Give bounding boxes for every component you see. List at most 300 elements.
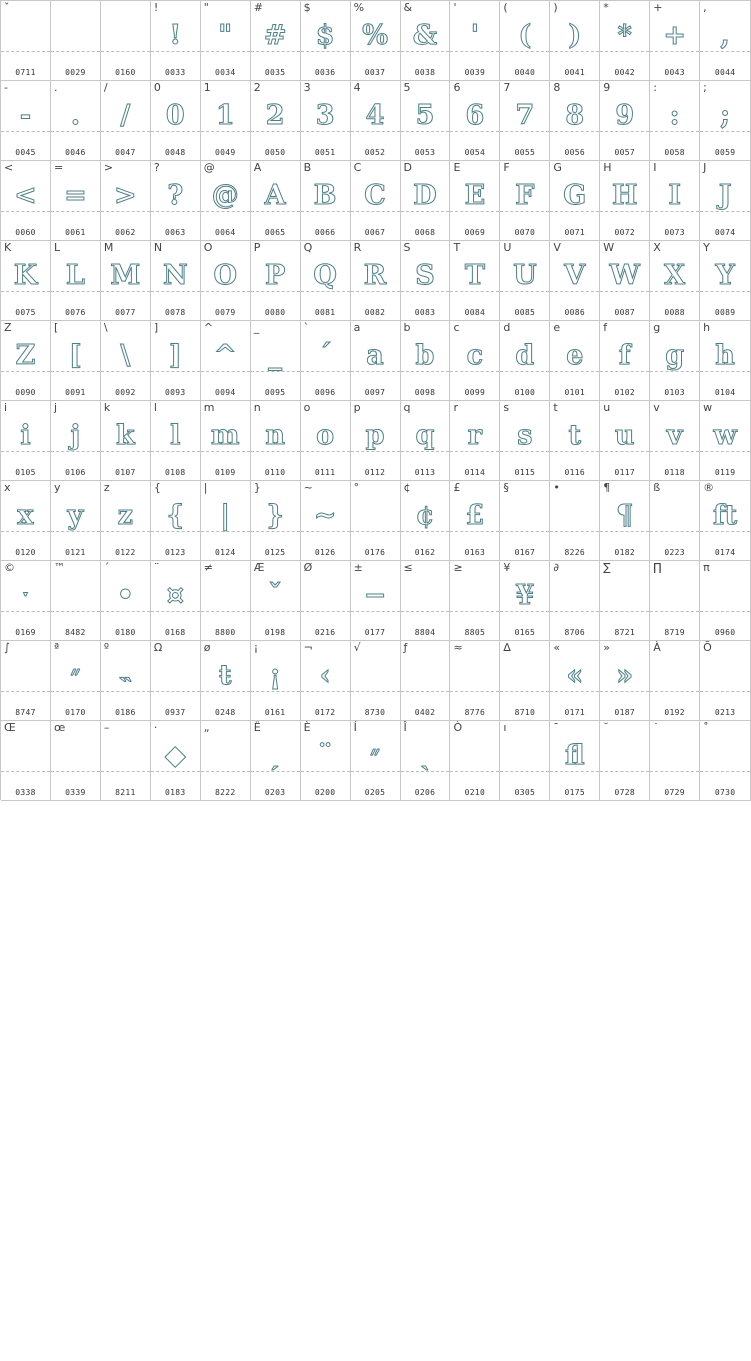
glyph-cell[interactable]	[251, 401, 301, 481]
glyph-label: r	[453, 401, 458, 414]
glyph-cell[interactable]	[550, 561, 600, 641]
glyph-code: 0038	[414, 68, 436, 77]
glyph-cell[interactable]	[450, 1, 500, 81]
glyph-code: 0102	[614, 388, 635, 397]
glyph-cell[interactable]	[201, 401, 251, 481]
glyph-cell[interactable]	[301, 1, 351, 81]
glyph-cell[interactable]	[500, 161, 550, 241]
glyph-label: 0	[153, 81, 161, 94]
glyph-code: 8804	[414, 628, 436, 637]
glyph-cell[interactable]	[450, 161, 500, 241]
glyph-code: 0070	[514, 228, 536, 237]
glyph-label: %	[353, 1, 365, 14]
glyph-label: f	[603, 321, 608, 334]
glyph-cell[interactable]	[201, 1, 251, 81]
glyph-cell[interactable]	[700, 81, 751, 161]
glyph-cell[interactable]	[251, 161, 301, 241]
glyph-label: ]	[153, 321, 159, 334]
glyph-cell[interactable]	[101, 321, 151, 401]
glyph-cell[interactable]	[600, 721, 650, 801]
glyph-cell[interactable]	[351, 721, 401, 801]
glyph-label: h	[703, 321, 711, 334]
glyph-cell[interactable]	[500, 321, 550, 401]
glyph-cell[interactable]	[301, 321, 351, 401]
glyph-code: 0108	[165, 468, 186, 477]
glyph-label: œ	[53, 721, 66, 734]
glyph-label: H	[603, 161, 612, 174]
glyph-cell[interactable]	[450, 321, 500, 401]
glyph-cell[interactable]	[550, 241, 600, 321]
glyph-label: À	[653, 641, 661, 654]
glyph-label: )	[553, 1, 558, 14]
glyph-cell[interactable]	[500, 641, 550, 721]
glyph-cell[interactable]	[700, 721, 751, 801]
glyph-cell[interactable]	[600, 401, 650, 481]
glyph-label: ¢	[403, 481, 411, 494]
glyph-cell[interactable]	[1, 161, 51, 241]
glyph-label: Œ	[4, 721, 16, 734]
glyph-label: :	[653, 81, 657, 94]
glyph-label: Ë	[253, 721, 261, 734]
glyph-cell[interactable]	[600, 241, 650, 321]
glyph-cell[interactable]	[600, 561, 650, 641]
glyph-sample: ŧ	[218, 660, 232, 691]
glyph-sample: ˇ	[268, 580, 282, 611]
glyph-label: T	[453, 241, 461, 254]
glyph-cell[interactable]	[550, 1, 600, 81]
glyph-cell[interactable]	[401, 481, 451, 561]
glyph-cell[interactable]	[1, 1, 51, 81]
glyph-code: 0182	[614, 548, 635, 557]
glyph-cell[interactable]	[101, 401, 151, 481]
glyph-cell[interactable]	[151, 481, 201, 561]
glyph-cell[interactable]	[500, 561, 550, 641]
glyph-cell[interactable]	[650, 721, 700, 801]
glyph-sample: e	[566, 340, 584, 371]
glyph-label: U	[503, 241, 512, 254]
glyph-cell[interactable]	[301, 81, 351, 161]
glyph-cell[interactable]	[1, 481, 51, 561]
glyph-cell[interactable]	[1, 321, 51, 401]
glyph-cell[interactable]	[151, 81, 201, 161]
glyph-cell[interactable]	[251, 641, 301, 721]
glyph-cell[interactable]	[650, 321, 700, 401]
glyph-cell[interactable]	[201, 321, 251, 401]
glyph-code: 0729	[664, 788, 685, 797]
glyph-code: 0034	[214, 68, 236, 77]
glyph-sample: $	[315, 20, 335, 51]
glyph-label: π	[703, 561, 710, 574]
glyph-sample: /	[120, 100, 131, 131]
baseline-guide	[450, 611, 499, 612]
glyph-cell[interactable]	[301, 481, 351, 561]
glyph-cell[interactable]	[700, 1, 751, 81]
glyph-label: Ò	[453, 721, 463, 734]
glyph-code: 0210	[464, 788, 486, 797]
glyph-label: v	[653, 401, 660, 414]
glyph-label: ±	[353, 561, 363, 574]
glyph-code: 0170	[65, 708, 86, 717]
glyph-cell[interactable]	[700, 241, 751, 321]
glyph-cell[interactable]	[401, 561, 451, 641]
glyph-sample: ¡	[269, 660, 282, 691]
glyph-cell[interactable]	[700, 321, 751, 401]
glyph-code: 0730	[714, 788, 736, 797]
glyph-cell[interactable]	[700, 161, 751, 241]
glyph-sample: V	[564, 260, 586, 291]
glyph-label: p	[353, 401, 361, 414]
glyph-code: 8226	[564, 548, 586, 557]
glyph-label: ≤	[403, 561, 413, 574]
glyph-cell[interactable]	[600, 641, 650, 721]
glyph-code: 0115	[514, 468, 536, 477]
glyph-cell[interactable]	[1, 241, 51, 321]
glyph-cell[interactable]	[600, 161, 650, 241]
glyph-sample: '	[470, 20, 480, 51]
glyph-cell[interactable]	[201, 481, 251, 561]
glyph-cell[interactable]	[450, 81, 500, 161]
glyph-cell[interactable]	[1, 81, 51, 161]
glyph-label: l	[153, 401, 157, 414]
glyph-cell[interactable]	[251, 1, 301, 81]
glyph-cell[interactable]	[301, 241, 351, 321]
glyph-code: 0172	[314, 708, 336, 717]
glyph-code: 0077	[115, 308, 136, 317]
glyph-sample: »	[616, 660, 634, 691]
glyph-sample: ¢	[415, 500, 435, 531]
glyph-cell[interactable]	[650, 161, 700, 241]
glyph-code: 0043	[664, 68, 685, 77]
glyph-code: 8730	[364, 708, 386, 717]
glyph-code: 0192	[664, 708, 685, 717]
glyph-cell[interactable]	[201, 641, 251, 721]
glyph-cell[interactable]	[500, 401, 550, 481]
glyph-label: ∫	[4, 641, 10, 654]
glyph-label: |	[203, 481, 208, 494]
glyph-cell[interactable]	[550, 401, 600, 481]
glyph-code: 0305	[514, 788, 536, 797]
glyph-cell[interactable]	[101, 241, 151, 321]
glyph-cell[interactable]	[101, 1, 151, 81]
glyph-cell[interactable]	[351, 481, 401, 561]
glyph-label: ^	[203, 321, 213, 334]
glyph-cell[interactable]	[151, 161, 201, 241]
glyph-cell[interactable]	[450, 241, 500, 321]
glyph-cell[interactable]	[450, 561, 500, 641]
glyph-sample: j	[70, 420, 81, 451]
glyph-cell[interactable]	[51, 241, 101, 321]
glyph-cell[interactable]	[301, 401, 351, 481]
glyph-code: 0045	[15, 148, 36, 157]
glyph-cell[interactable]	[101, 721, 151, 801]
glyph-cell[interactable]	[51, 1, 101, 81]
glyph-cell[interactable]	[51, 481, 101, 561]
glyph-code: 0037	[364, 68, 386, 77]
glyph-sample: ´	[318, 340, 332, 371]
glyph-sample: z	[117, 500, 134, 531]
glyph-cell[interactable]	[650, 81, 700, 161]
glyph-cell[interactable]	[201, 81, 251, 161]
glyph-cell[interactable]	[650, 241, 700, 321]
glyph-cell[interactable]	[351, 81, 401, 161]
glyph-cell[interactable]	[1, 561, 51, 641]
glyph-cell[interactable]	[550, 321, 600, 401]
glyph-sample: &	[412, 20, 438, 51]
glyph-code: 0062	[115, 228, 136, 237]
glyph-cell[interactable]	[51, 641, 101, 721]
glyph-sample: W	[609, 260, 640, 291]
glyph-label: /	[103, 81, 108, 94]
glyph-sample: L	[65, 260, 85, 291]
baseline-guide	[500, 691, 549, 692]
glyph-cell[interactable]	[401, 721, 451, 801]
glyph-cell[interactable]	[251, 241, 301, 321]
glyph-code: 0041	[564, 68, 586, 77]
glyph-label: S	[403, 241, 411, 254]
glyph-cell[interactable]	[600, 481, 650, 561]
glyph-cell[interactable]	[550, 481, 600, 561]
glyph-cell[interactable]	[401, 321, 451, 401]
glyph-cell[interactable]	[351, 401, 401, 481]
glyph-sample: Y	[715, 260, 735, 291]
glyph-label: i	[4, 401, 8, 414]
glyph-label: √	[353, 641, 361, 654]
glyph-cell[interactable]	[51, 81, 101, 161]
glyph-cell[interactable]	[101, 641, 151, 721]
glyph-cell[interactable]	[500, 721, 550, 801]
glyph-code: 0074	[714, 228, 736, 237]
glyph-cell[interactable]	[500, 81, 550, 161]
glyph-cell[interactable]	[151, 1, 201, 81]
glyph-sample: +	[663, 20, 686, 51]
glyph-label: -	[4, 81, 8, 94]
glyph-cell[interactable]	[151, 641, 201, 721]
glyph-cell[interactable]	[401, 1, 451, 81]
glyph-label: ¨	[153, 561, 160, 574]
glyph-code: 0064	[214, 228, 236, 237]
glyph-sample: ,	[720, 20, 730, 51]
glyph-code: 0118	[664, 468, 685, 477]
glyph-cell[interactable]	[650, 1, 700, 81]
glyph-code: 0107	[115, 468, 136, 477]
glyph-label: §	[503, 481, 509, 494]
glyph-sample: h	[715, 340, 735, 371]
glyph-cell[interactable]	[351, 561, 401, 641]
glyph-sample: w	[713, 420, 737, 451]
glyph-cell[interactable]	[101, 161, 151, 241]
glyph-cell[interactable]	[301, 561, 351, 641]
glyph-cell[interactable]	[1, 401, 51, 481]
glyph-sample: ¥	[515, 580, 535, 611]
glyph-code: 8222	[214, 788, 236, 797]
glyph-cell[interactable]	[251, 721, 301, 801]
glyph-code: 8800	[214, 628, 236, 637]
glyph-sample: S	[415, 260, 435, 291]
glyph-cell[interactable]	[401, 161, 451, 241]
glyph-code: 0078	[165, 308, 186, 317]
glyph-cell[interactable]	[700, 481, 751, 561]
glyph-cell[interactable]	[1, 721, 51, 801]
glyph-label: ¥	[503, 561, 511, 574]
glyph-label: Ω	[153, 641, 163, 654]
glyph-cell[interactable]	[401, 241, 451, 321]
glyph-label: O	[203, 241, 213, 254]
glyph-code: 0125	[264, 548, 286, 557]
glyph-cell[interactable]	[351, 1, 401, 81]
glyph-cell[interactable]	[401, 81, 451, 161]
glyph-cell[interactable]	[301, 161, 351, 241]
glyph-label: e	[553, 321, 561, 334]
glyph-cell[interactable]	[650, 641, 700, 721]
glyph-cell[interactable]	[700, 401, 751, 481]
glyph-cell[interactable]	[351, 241, 401, 321]
glyph-sample: T	[464, 260, 485, 291]
glyph-cell[interactable]	[450, 721, 500, 801]
glyph-label: Æ	[253, 561, 265, 574]
glyph-label: *	[603, 1, 609, 14]
glyph-label: ¯	[553, 721, 559, 734]
glyph-cell[interactable]	[151, 241, 201, 321]
glyph-sample: N	[162, 260, 188, 291]
glyph-code: 8721	[614, 628, 635, 637]
baseline-guide	[201, 611, 250, 612]
glyph-cell[interactable]	[151, 401, 201, 481]
glyph-label: ¬	[303, 641, 313, 654]
glyph-sample: ]	[168, 340, 182, 371]
glyph-code: 0033	[165, 68, 186, 77]
glyph-code: 0167	[514, 548, 536, 557]
glyph-label: ˘	[603, 721, 609, 734]
glyph-cell[interactable]	[450, 481, 500, 561]
glyph-cell[interactable]	[700, 641, 751, 721]
glyph-row	[1, 81, 751, 161]
glyph-code: 8805	[464, 628, 486, 637]
glyph-code: 0075	[15, 308, 36, 317]
glyph-cell[interactable]	[151, 561, 201, 641]
glyph-code: 0086	[564, 308, 586, 317]
glyph-cell[interactable]	[201, 241, 251, 321]
glyph-cell[interactable]	[401, 401, 451, 481]
glyph-cell[interactable]	[201, 561, 251, 641]
glyph-cell[interactable]	[351, 641, 401, 721]
glyph-cell[interactable]	[401, 641, 451, 721]
glyph-code: 0081	[314, 308, 336, 317]
glyph-cell[interactable]	[351, 161, 401, 241]
glyph-label: ∆	[503, 641, 511, 654]
glyph-cell[interactable]	[251, 561, 301, 641]
glyph-code: 0162	[414, 548, 436, 557]
glyph-sample: ˏ	[270, 740, 280, 771]
glyph-cell[interactable]	[251, 481, 301, 561]
glyph-cell[interactable]	[500, 481, 550, 561]
glyph-cell[interactable]	[500, 1, 550, 81]
glyph-cell[interactable]	[101, 561, 151, 641]
glyph-cell[interactable]	[201, 161, 251, 241]
glyph-cell[interactable]	[151, 321, 201, 401]
glyph-code: 0059	[714, 148, 736, 157]
glyph-cell[interactable]	[600, 321, 650, 401]
glyph-cell[interactable]	[201, 721, 251, 801]
glyph-sample: ¨	[318, 740, 332, 771]
glyph-label: º	[103, 641, 110, 654]
glyph-cell[interactable]	[51, 721, 101, 801]
glyph-code: 0069	[464, 228, 486, 237]
glyph-cell[interactable]	[550, 81, 600, 161]
glyph-cell[interactable]	[550, 161, 600, 241]
glyph-cell[interactable]	[500, 241, 550, 321]
glyph-code: 0169	[15, 628, 36, 637]
glyph-cell[interactable]	[251, 321, 301, 401]
glyph-cell[interactable]	[301, 641, 351, 721]
glyph-label: 3	[303, 81, 311, 94]
glyph-sample: ˵	[120, 660, 130, 691]
glyph-cell[interactable]	[151, 721, 201, 801]
glyph-cell[interactable]	[550, 641, 600, 721]
glyph-code: 0203	[264, 788, 286, 797]
glyph-label: s	[503, 401, 510, 414]
glyph-cell[interactable]	[700, 561, 751, 641]
glyph-code: 0042	[614, 68, 635, 77]
glyph-code: 0104	[714, 388, 736, 397]
baseline-guide	[700, 611, 750, 612]
glyph-label: <	[4, 161, 14, 174]
glyph-cell[interactable]	[650, 561, 700, 641]
glyph-label: &	[403, 1, 413, 14]
glyph-sample: (	[518, 20, 532, 51]
glyph-sample: .	[70, 100, 81, 131]
glyph-sample: #	[263, 20, 287, 51]
glyph-cell[interactable]	[101, 81, 151, 161]
glyph-cell[interactable]	[351, 321, 401, 401]
glyph-cell[interactable]	[51, 161, 101, 241]
glyph-code: 0216	[314, 628, 336, 637]
glyph-label: È	[303, 721, 311, 734]
glyph-code: 0161	[264, 708, 286, 717]
glyph-label: ,	[703, 1, 707, 14]
glyph-cell[interactable]	[101, 481, 151, 561]
glyph-sample: F	[515, 180, 535, 211]
glyph-cell[interactable]	[650, 481, 700, 561]
glyph-cell[interactable]	[600, 81, 650, 161]
glyph-sample: ^	[213, 340, 237, 371]
glyph-sample: D	[413, 180, 437, 211]
glyph-cell[interactable]	[51, 401, 101, 481]
glyph-code: 0183	[165, 788, 186, 797]
glyph-code: 0186	[115, 708, 136, 717]
glyph-cell[interactable]	[550, 721, 600, 801]
glyph-code: 0050	[264, 148, 286, 157]
glyph-cell[interactable]	[600, 1, 650, 81]
baseline-guide	[650, 771, 699, 772]
glyph-cell[interactable]	[251, 81, 301, 161]
glyph-cell[interactable]	[450, 401, 500, 481]
glyph-cell[interactable]	[51, 321, 101, 401]
glyph-label: {	[153, 481, 161, 494]
glyph-row	[1, 721, 751, 801]
glyph-label: .	[53, 81, 58, 94]
glyph-cell[interactable]	[301, 721, 351, 801]
glyph-cell[interactable]	[650, 401, 700, 481]
glyph-cell[interactable]	[51, 561, 101, 641]
glyph-label: 2	[253, 81, 261, 94]
glyph-label: F	[503, 161, 510, 174]
glyph-label: ª	[53, 641, 60, 654]
glyph-cell[interactable]	[1, 641, 51, 721]
glyph-cell[interactable]	[450, 641, 500, 721]
glyph-sample: ״	[70, 660, 81, 691]
glyph-sample: «	[566, 660, 584, 691]
glyph-label: G	[553, 161, 562, 174]
